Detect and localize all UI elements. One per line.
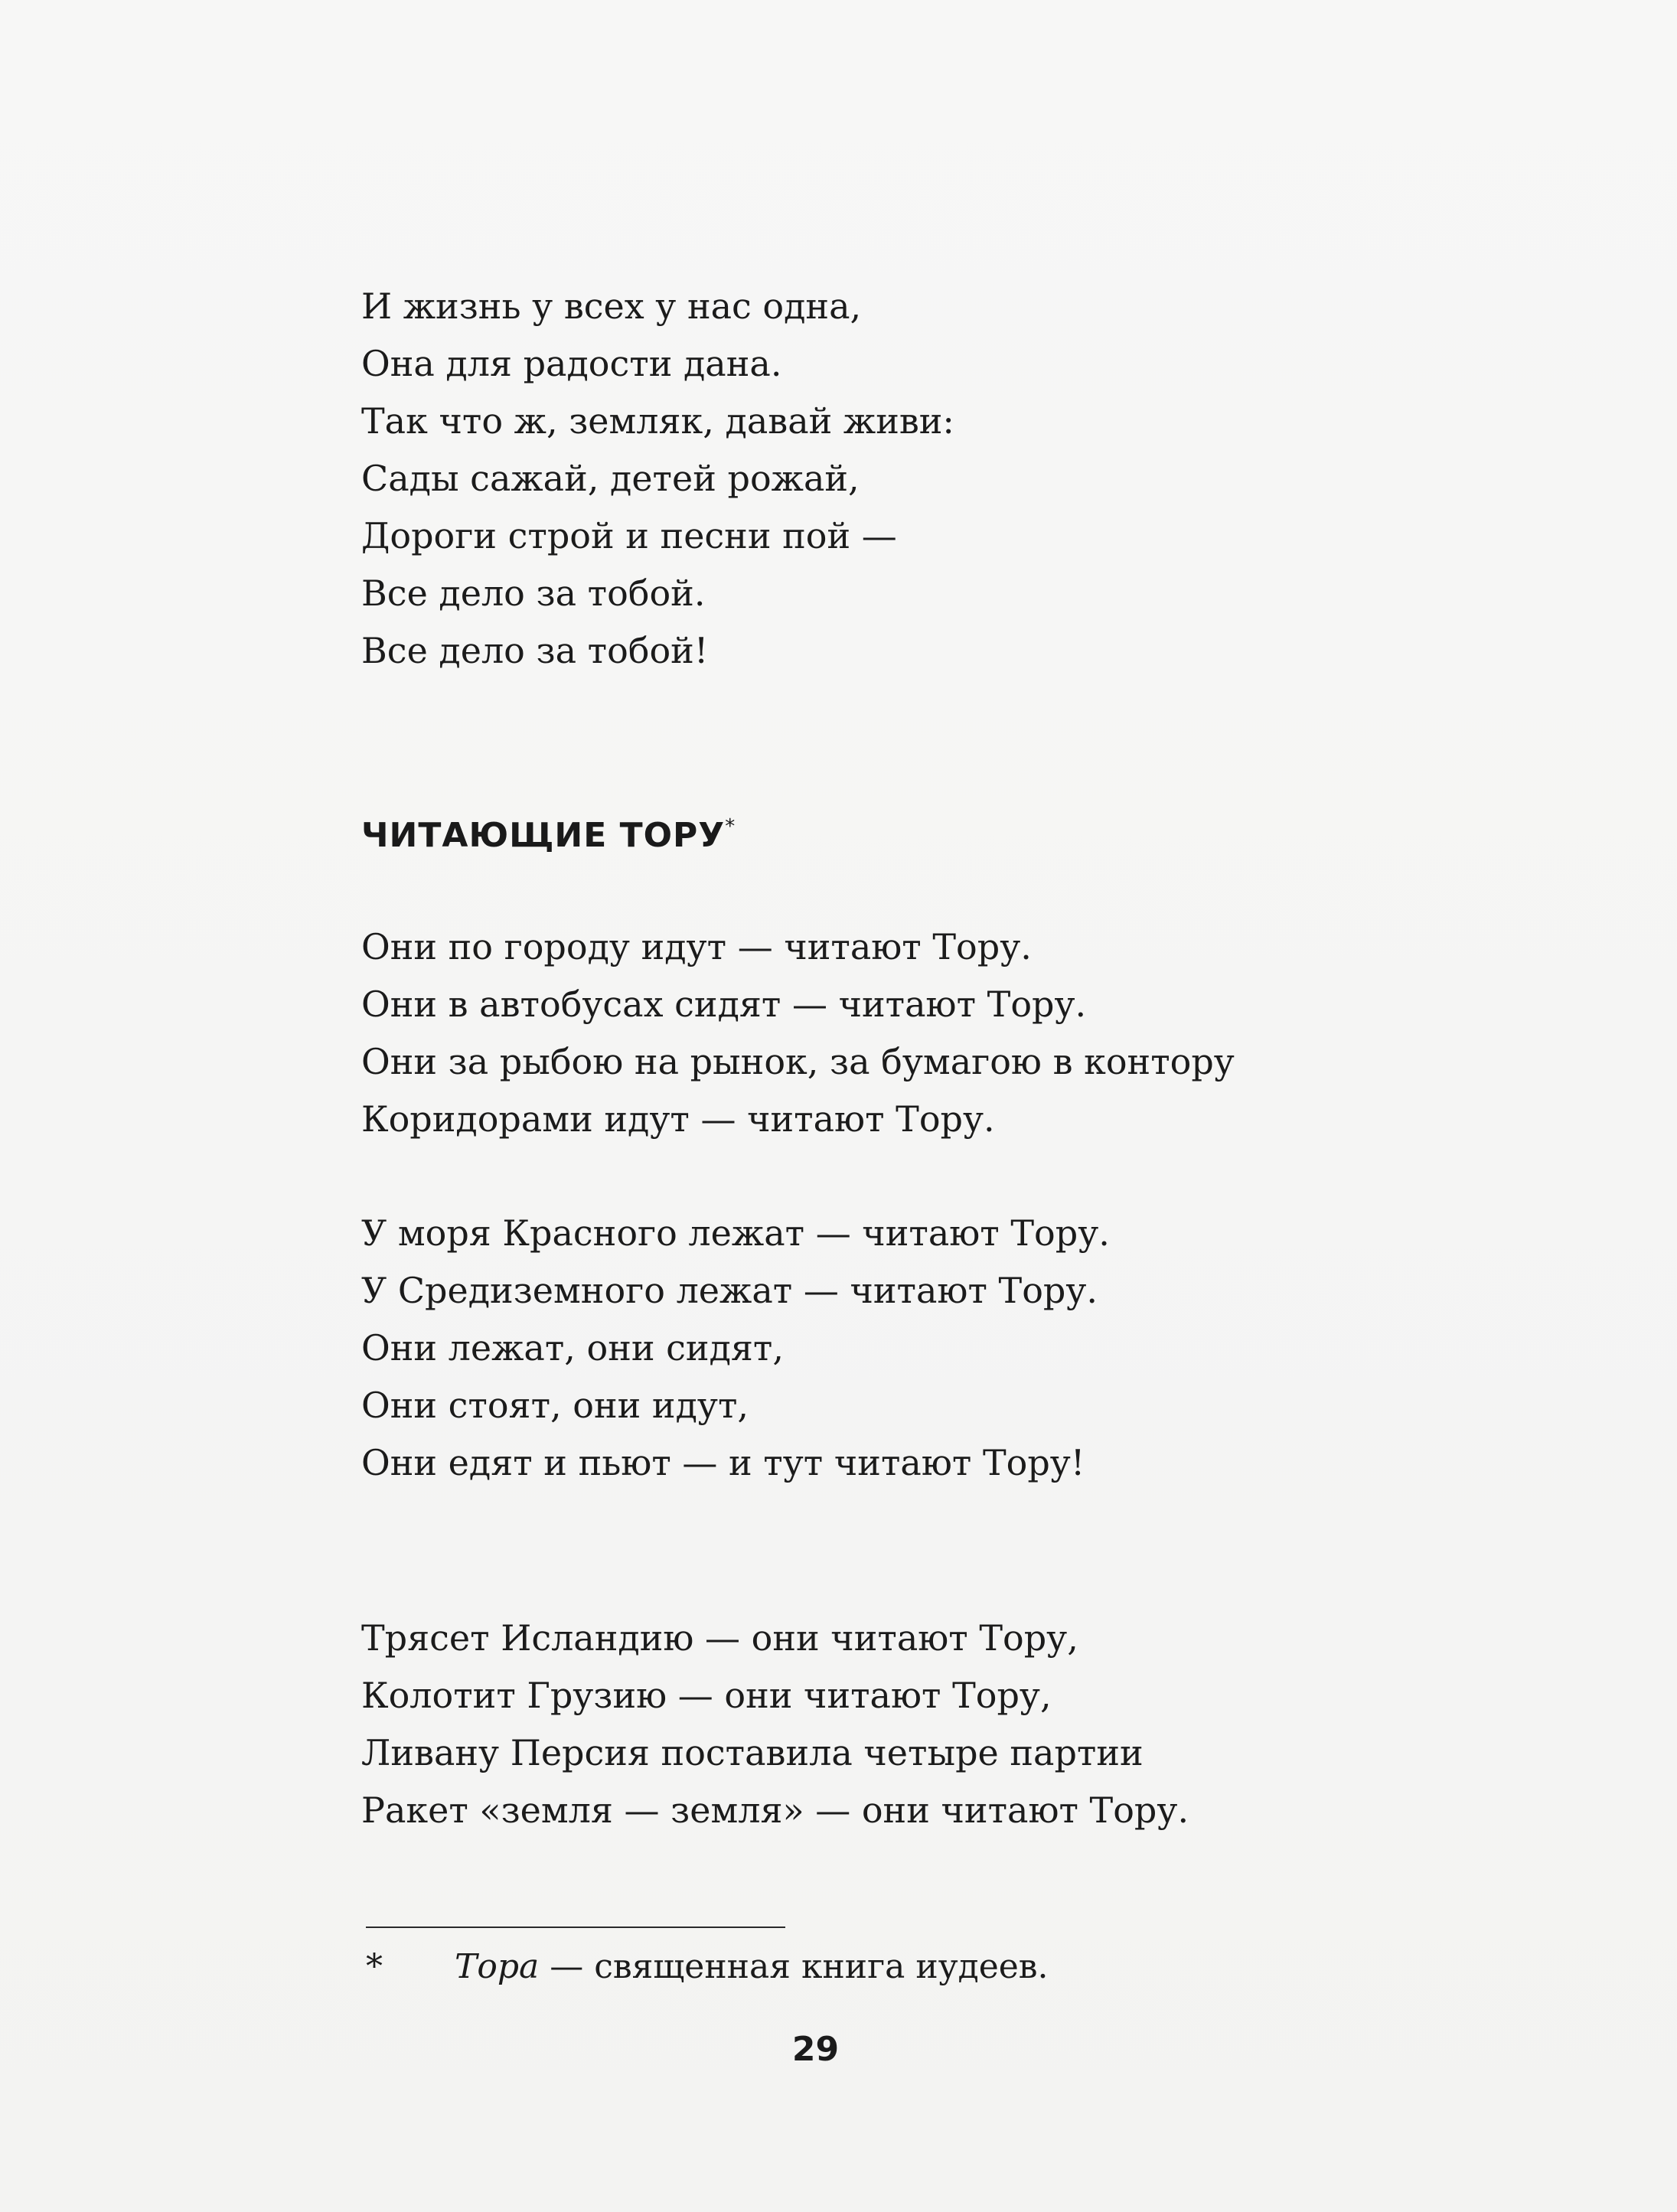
poem-line: Коридорами идут — читают Тору. xyxy=(361,1098,995,1140)
footnote-mark: * xyxy=(366,1947,383,1986)
poem-line: Они лежат, они сидят, xyxy=(361,1327,784,1369)
poem-title xyxy=(361,804,736,859)
poem-line: Они едят и пьют — и тут читают Тору! xyxy=(361,1442,1085,1483)
poem-line: Они стоят, они идут, xyxy=(361,1385,749,1426)
poem-line: Колотит Грузию — они читают Тору, xyxy=(361,1675,1052,1716)
poem-line: У моря Красного лежат — читают Тору. xyxy=(361,1212,1110,1254)
poem-line: Сады сажай, детей рожай, xyxy=(361,458,860,499)
poem-line: Они в автобусах сидят — читают Тору. xyxy=(361,984,1087,1025)
footnote-reference-mark: * xyxy=(725,815,736,838)
stanza-2 xyxy=(361,1205,1110,1492)
poem-title-text: ЧИТАЮЩИЕ ТОРУ xyxy=(361,816,726,855)
stanza-3 xyxy=(361,1610,1189,1839)
poem-line: Все дело за тобой! xyxy=(361,630,709,671)
footnote-divider xyxy=(366,1927,785,1928)
poem-line: Они за рыбою на рынок, за бумагою в контору xyxy=(361,1041,1235,1082)
footnote-term: Тора xyxy=(455,1947,540,1986)
poem-line: У Средиземного лежат — читают Тору. xyxy=(361,1270,1098,1311)
poem-line: Ливану Персия поставила четыре партии xyxy=(361,1732,1144,1773)
stanza-previous-poem-ending xyxy=(361,278,954,680)
stanza-1 xyxy=(361,918,1235,1148)
poem-line: Они по городу идут — читают Тору. xyxy=(361,926,1032,967)
poem-line: Дороги строй и песни пой — xyxy=(361,515,897,556)
poem-line: Она для радости дана. xyxy=(361,343,782,384)
footnote xyxy=(366,1943,1049,1992)
poem-line: Трясет Исландию — они читают Тору, xyxy=(361,1617,1078,1659)
poem-line: И жизнь у всех у нас одна, xyxy=(361,285,862,327)
page-number: 29 xyxy=(791,2030,840,2069)
poem-line: Все дело за тобой. xyxy=(361,573,706,614)
poem-line: Так что ж, земляк, давай живи: xyxy=(361,400,954,442)
poem-line: Ракет «земля — земля» — они читают Тору. xyxy=(361,1790,1189,1831)
footnote-text: — священная книга иудеев. xyxy=(539,1947,1049,1986)
